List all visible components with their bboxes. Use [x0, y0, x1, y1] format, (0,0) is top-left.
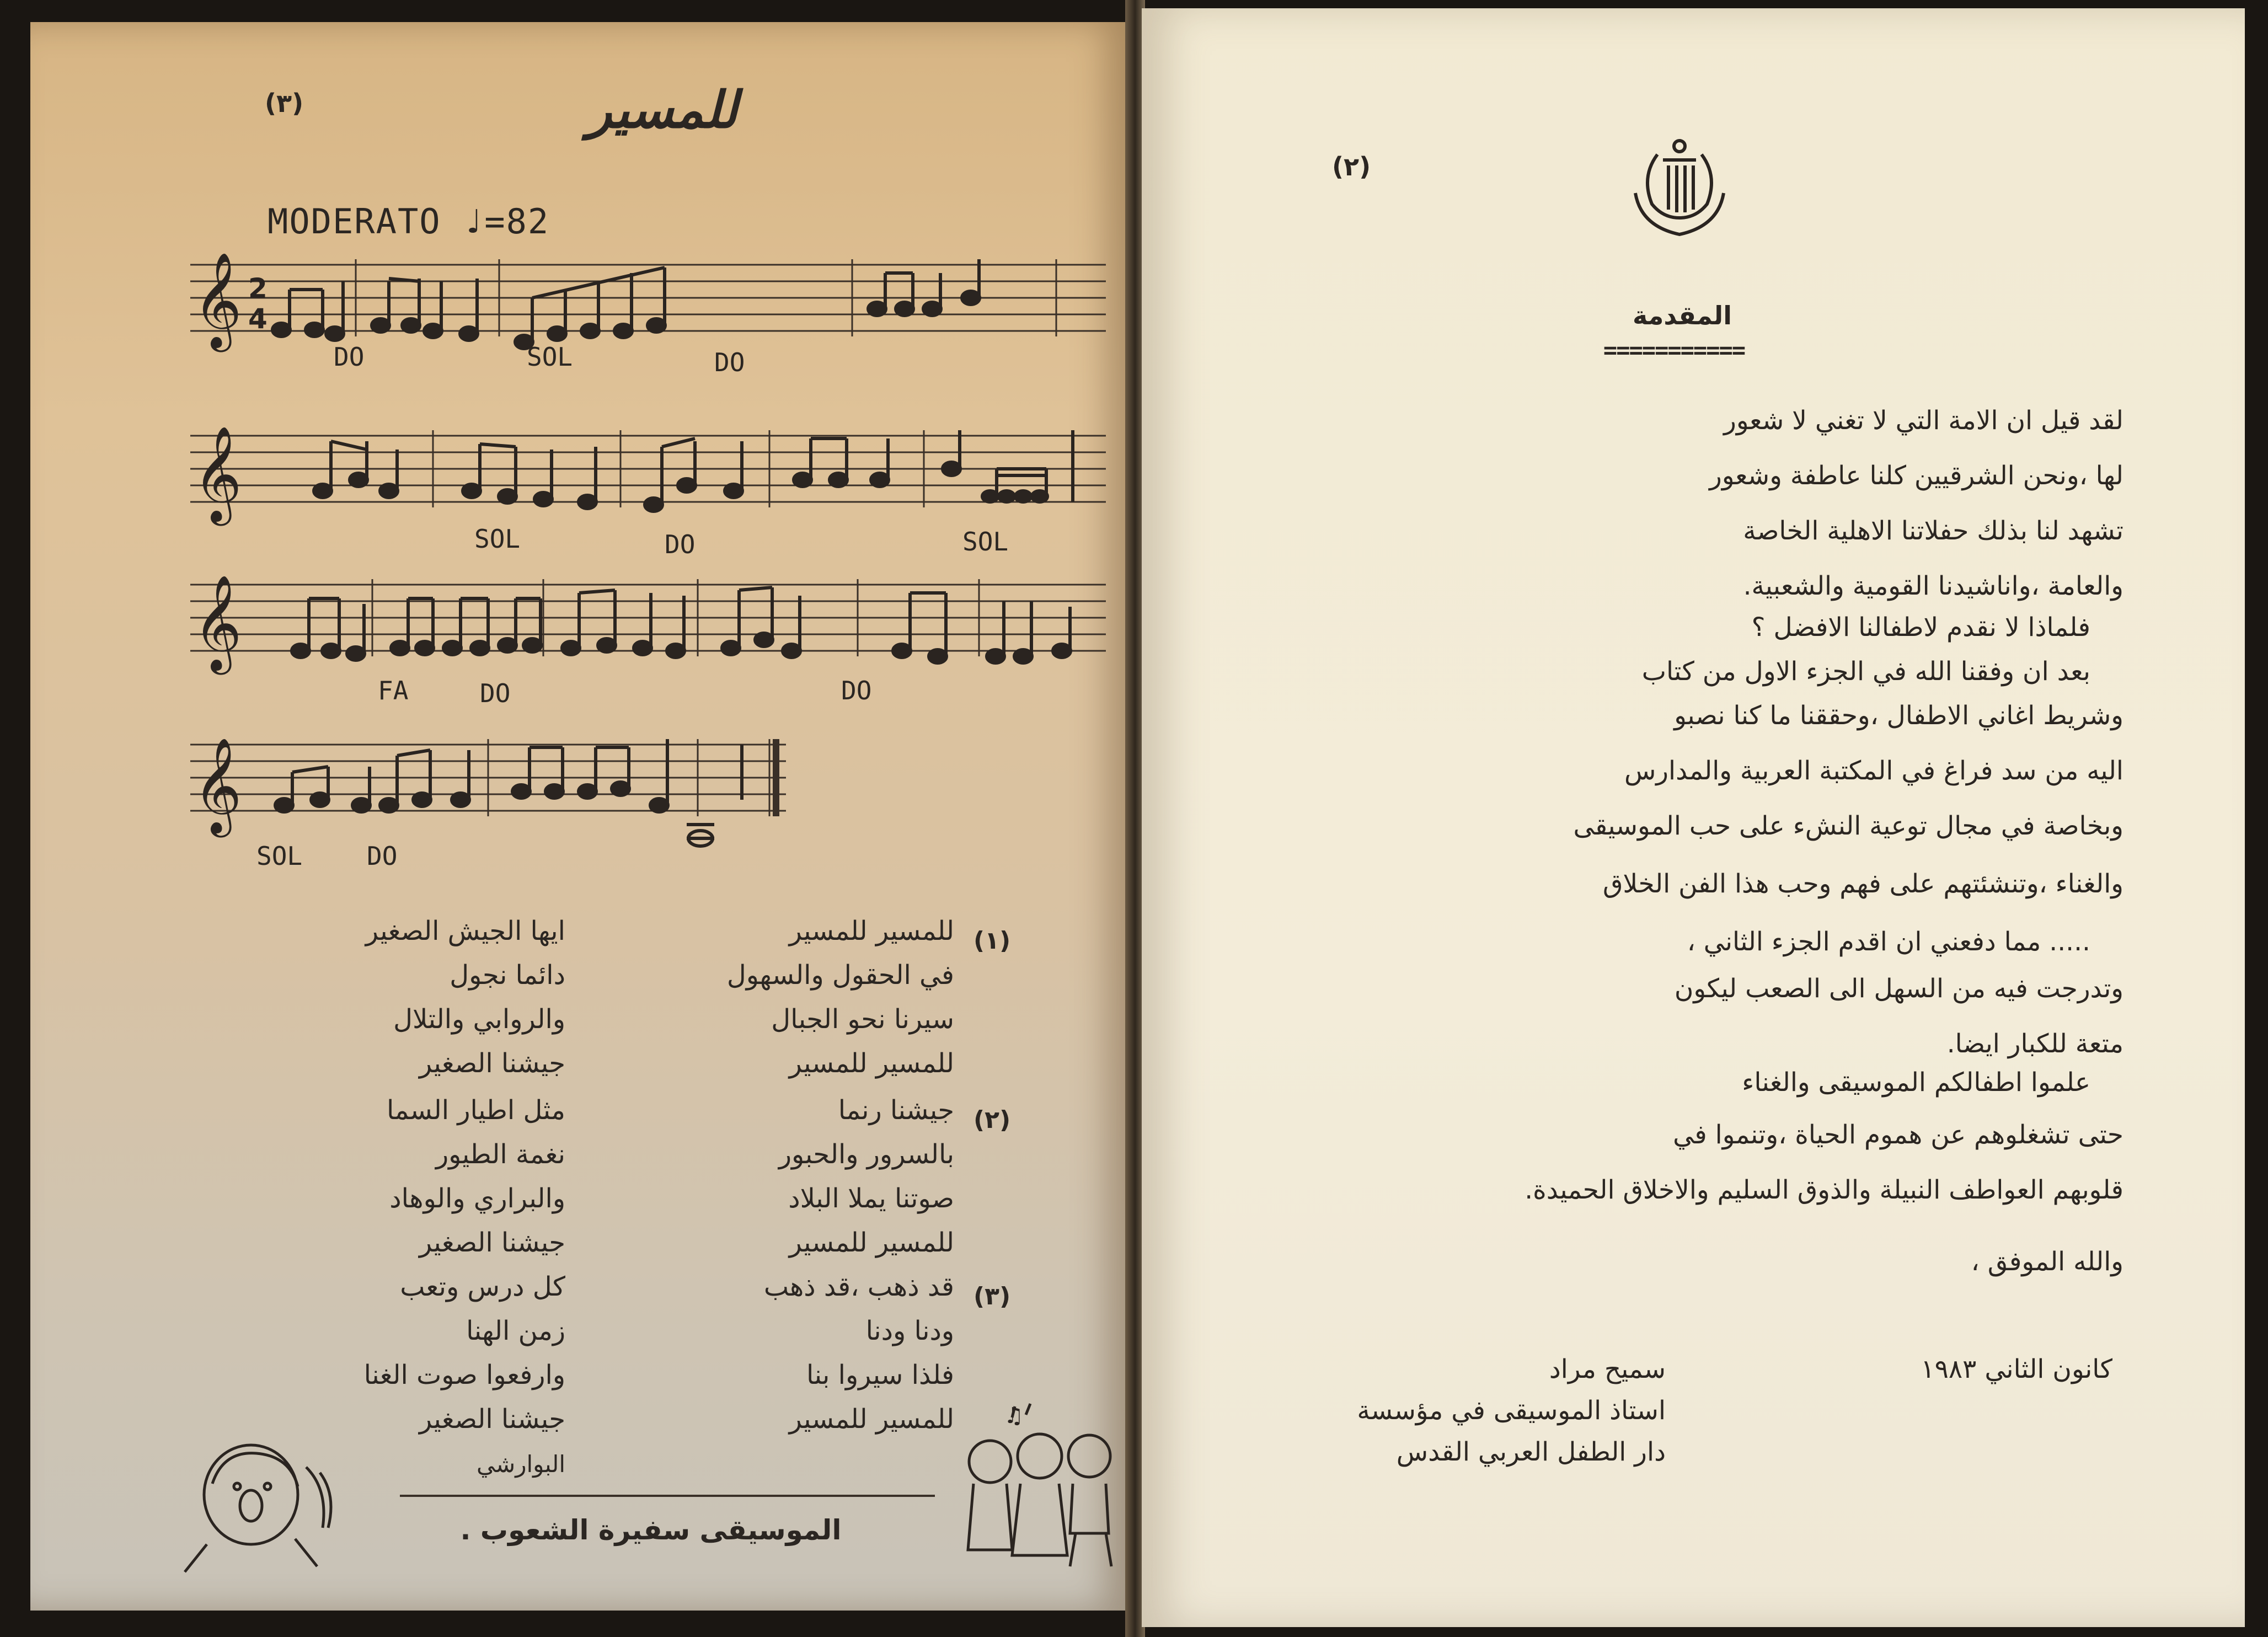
solfege-label: DO: [480, 678, 511, 708]
solfege-label: SOL: [474, 524, 521, 554]
verse-line: ايها الجيش الصغير: [365, 916, 565, 946]
verse-line: جيشنا الصغير: [419, 1227, 565, 1258]
solfege-label: FA: [378, 676, 409, 705]
paragraph-line: قلوبهم العواطف النبيلة والذوق السليم والاخلاق الحميدة.: [1525, 1175, 2123, 1205]
music-staff-2: [190, 408, 1117, 535]
treble-clef-icon: 𝄞: [193, 575, 242, 671]
music-note-icon: ♫: [1004, 1403, 1024, 1429]
verse-line: سيرنا نحو الجبال: [771, 1004, 954, 1035]
signature-name: سميح مراد: [1549, 1354, 1666, 1384]
verse-line: صوتنا يملا البلاد: [788, 1183, 954, 1214]
paragraph-line: علموا اطفالكم الموسيقى والغناء: [1742, 1067, 2090, 1098]
heading-rule: ===========: [1603, 336, 1745, 363]
solfege-label: SOL: [256, 841, 303, 871]
verse-line: بالسرور والحبور: [778, 1139, 954, 1170]
left-page: [30, 22, 1128, 1611]
paragraph-line: فلماذا لا نقدم لاطفالنا الافضل ؟: [1751, 612, 2090, 643]
verse-line: جيشنا الصغير: [419, 1404, 565, 1435]
paragraph-line: والعامة ،واناشيدنا القومية والشعبية.: [1743, 571, 2123, 601]
page-number-left: (٣): [265, 88, 304, 118]
verse-line: للمسير للمسير: [789, 1048, 954, 1079]
solfege-label: SOL: [527, 342, 573, 372]
signature-title: استاذ الموسيقى في مؤسسة: [1357, 1395, 1666, 1426]
motto: الموسيقى سفيرة الشعوب .: [460, 1514, 842, 1546]
paragraph-line: وشريط اغاني الاطفال ،وحققنا ما كنا نصبو: [1674, 700, 2123, 731]
time-signature-top: 2: [248, 272, 268, 304]
children-choir-illustration-icon: [957, 1401, 1128, 1577]
solfege-label: SOL: [962, 527, 1009, 557]
paragraph-line: والله الموفق ،: [1971, 1247, 2123, 1277]
verse-line: للمسير للمسير: [789, 1227, 954, 1258]
page-number-right: (٢): [1332, 152, 1371, 181]
stanza-number: (١): [973, 927, 1011, 955]
treble-clef-icon: 𝄞: [193, 252, 242, 348]
paragraph-line: وبخاصة في مجال توعية النشء على حب الموسيقى: [1573, 811, 2123, 841]
solfege-label: DO: [367, 841, 398, 871]
document-date: كانون الثاني ١٩٨٣: [1921, 1354, 2112, 1384]
stanza-number: (٣): [973, 1282, 1011, 1310]
verse-line: للمسير للمسير: [789, 1404, 954, 1435]
verse-line: جيشنا الصغير: [419, 1048, 565, 1079]
treble-clef-icon: 𝄞: [193, 426, 242, 522]
verse-line: والبراري والوهاد: [389, 1183, 565, 1214]
solfege-label: DO: [841, 676, 872, 705]
verse-line: زمن الهنا: [466, 1315, 565, 1346]
paragraph-line: وتدرجت فيه من السهل الى الصعب ليكون: [1674, 973, 2123, 1004]
paragraph-line: متعة للكبار ايضا.: [1946, 1029, 2123, 1059]
verse-line: للمسير للمسير: [789, 916, 954, 946]
divider-line: [400, 1495, 935, 1497]
stanza-number: (٢): [973, 1106, 1011, 1134]
paragraph-line: لقد قيل ان الامة التي لا تغني لا شعور: [1724, 405, 2123, 436]
solfege-label: DO: [714, 347, 745, 377]
verse-line: في الحقول والسهول: [726, 960, 954, 991]
solfege-label: DO: [665, 529, 696, 559]
music-staff-3: [190, 568, 1117, 678]
paragraph-line: لها ،ونحن الشرقيين كلنا عاطفة وشعور: [1709, 461, 2123, 491]
signature-institution: دار الطفل العربي القدس: [1396, 1437, 1666, 1467]
time-signature-bottom: 4: [248, 303, 268, 335]
verse-line: والروابي والتلال: [393, 1004, 565, 1035]
section-heading: المقدمة: [1633, 301, 1732, 330]
verse-line: مثل اطيار السما: [386, 1095, 565, 1126]
treble-clef-icon: 𝄞: [193, 737, 242, 833]
author-name: البوارشي: [477, 1451, 565, 1478]
singing-child-illustration-icon: [179, 1434, 345, 1577]
verse-line: وارفعوا صوت الغنا: [363, 1360, 565, 1390]
verse-line: قد ذهب ،قد ذهب: [763, 1271, 954, 1302]
paragraph-line: بعد ان وفقنا الله في الجزء الاول من كتاب: [1641, 656, 2090, 687]
verse-line: ودنا ودنا: [865, 1315, 954, 1346]
paragraph-line: ..... مما دفعني ان اقدم الجزء الثاني ،: [1687, 927, 2090, 957]
right-page: [1142, 8, 2245, 1627]
lyre-emblem-icon: [1624, 132, 1735, 243]
song-title: للمسير: [587, 80, 738, 140]
verse-line: جيشنا رنما: [838, 1095, 954, 1126]
verse-line: كل درس وتعب: [400, 1271, 565, 1302]
verse-line: فلذا سيروا بنا: [806, 1360, 954, 1390]
music-staff-4: [190, 723, 797, 849]
solfege-label: DO: [334, 342, 365, 372]
paragraph-line: والغناء ،وتنشئتهم على فهم وحب هذا الفن الخلاق: [1602, 869, 2123, 899]
paragraph-line: تشهد لنا بذلك حفلاتنا الاهلية الخاصة: [1743, 516, 2123, 546]
verse-line: نغمة الطيور: [435, 1139, 565, 1170]
paragraph-line: حتى تشغلوهم عن هموم الحياة ،وتنموا في: [1673, 1120, 2123, 1150]
tempo-marking: MODERATO ♩=82: [268, 201, 550, 242]
music-staff-1: [190, 248, 1117, 359]
paragraph-line: اليه من سد فراغ في المكتبة العربية والمدارس: [1624, 756, 2123, 786]
verse-line: دائما نجول: [450, 960, 565, 991]
